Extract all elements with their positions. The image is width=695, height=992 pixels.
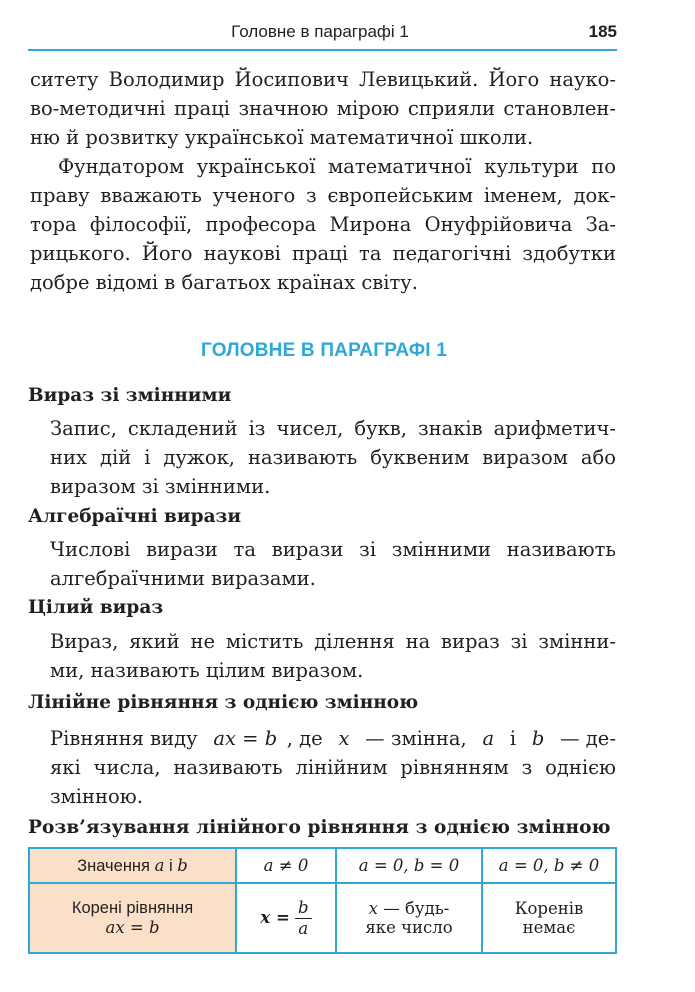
header-conjunction: і bbox=[169, 856, 173, 875]
fraction bbox=[295, 898, 312, 939]
cell-text: яке число bbox=[365, 918, 453, 937]
definition-title: Лінійне рівняння з однією змінною bbox=[28, 692, 419, 713]
table-cell bbox=[336, 883, 482, 953]
text-line: рицького. Його наукові праці та педагогічні здобутки bbox=[30, 242, 616, 265]
header-divider bbox=[28, 49, 617, 51]
solution-lhs: x = bbox=[260, 907, 290, 927]
variable-b: b bbox=[177, 855, 188, 875]
definition-title: Вираз зі змінними bbox=[28, 385, 232, 406]
text-line: алгебраїчними виразами. bbox=[50, 567, 316, 590]
text-line bbox=[50, 724, 616, 753]
row-label-text: Корені рівняння bbox=[71, 899, 194, 917]
text-line: які числа, називають лінійним рівнянням з однією bbox=[50, 756, 616, 779]
cell-text: — будь- bbox=[377, 899, 450, 918]
table-header-cell: a = 0, b ≠ 0 bbox=[482, 848, 616, 883]
section-heading: ГОЛОВНЕ В ПАРАГРАФІ 1 bbox=[201, 340, 447, 361]
variable-x: x bbox=[368, 899, 378, 918]
text-line: ню й розвитку української математичної школи. bbox=[30, 126, 534, 149]
text-fragment: Рівняння виду bbox=[50, 727, 204, 750]
table-row bbox=[29, 883, 616, 953]
text-line: Вираз, який не містить ділення на вираз зі змінни- bbox=[50, 630, 616, 653]
variable-a: a bbox=[154, 855, 165, 875]
text-fragment: — змінна, bbox=[358, 727, 473, 750]
table-cell bbox=[236, 883, 336, 953]
solutions-table bbox=[28, 847, 617, 954]
table-header-cell: a = 0, b = 0 bbox=[336, 848, 482, 883]
text-line: Фундатором української математичної культури по bbox=[58, 155, 616, 178]
definition-body bbox=[50, 414, 616, 501]
cell-text: немає bbox=[522, 918, 576, 937]
text-line: Числові вирази та вирази зі змінними називають bbox=[50, 538, 616, 561]
text-line: них дій і дужок, називають буквеним виразом або bbox=[50, 446, 616, 469]
text-fragment: , де bbox=[286, 727, 329, 750]
intro-text bbox=[30, 65, 616, 297]
text-fragment: і bbox=[503, 727, 523, 750]
definition-title: Цілий вираз bbox=[28, 597, 164, 618]
text-line: праву вважають ученого з європейським іменем, док- bbox=[30, 184, 616, 207]
text-line: тора філософії, професора Мирона Онуфрійовича За- bbox=[30, 213, 616, 236]
table-row bbox=[29, 848, 616, 883]
fraction-denominator: a bbox=[298, 918, 309, 938]
table-row-label bbox=[29, 883, 236, 953]
running-header-title: Головне в параграфі 1 bbox=[231, 22, 409, 41]
text-line: ситету Володимир Йосипович Левицький. Його науко- bbox=[30, 68, 616, 91]
text-fragment: — де- bbox=[553, 727, 616, 750]
header-label: Значення bbox=[77, 856, 150, 875]
table-title: Розв’язування лінійного рівняння з однією змінною bbox=[28, 817, 611, 838]
page-number: 185 bbox=[588, 22, 617, 41]
text-line: змінною. bbox=[50, 785, 143, 808]
table-cell bbox=[482, 883, 616, 953]
table-header-cell: a ≠ 0 bbox=[236, 848, 336, 883]
text-line: виразом зі змінними. bbox=[50, 475, 271, 498]
variable-x: x bbox=[338, 727, 350, 750]
definition-body bbox=[50, 535, 616, 593]
text-line: добре відомі в багатьох країнах світу. bbox=[30, 271, 418, 294]
table-header-cell bbox=[29, 848, 236, 883]
text-line: Запис, складений із чисел, букв, знаків арифметич- bbox=[50, 417, 616, 440]
fraction-numerator: b bbox=[295, 898, 312, 919]
text-line: ми, називають цілим виразом. bbox=[50, 659, 364, 682]
equation-inline: ax = b bbox=[213, 727, 278, 750]
variable-a: a bbox=[482, 727, 495, 750]
definition-title: Алгебраїчні вирази bbox=[28, 506, 242, 527]
text-line: во-методичні праці значною мірою сприяли становлен- bbox=[30, 97, 616, 120]
cell-text: Коренів bbox=[514, 899, 584, 918]
definition-body bbox=[50, 724, 616, 811]
row-label-equation: ax = b bbox=[105, 918, 160, 937]
definition-body bbox=[50, 627, 616, 685]
variable-b: b bbox=[531, 727, 545, 750]
